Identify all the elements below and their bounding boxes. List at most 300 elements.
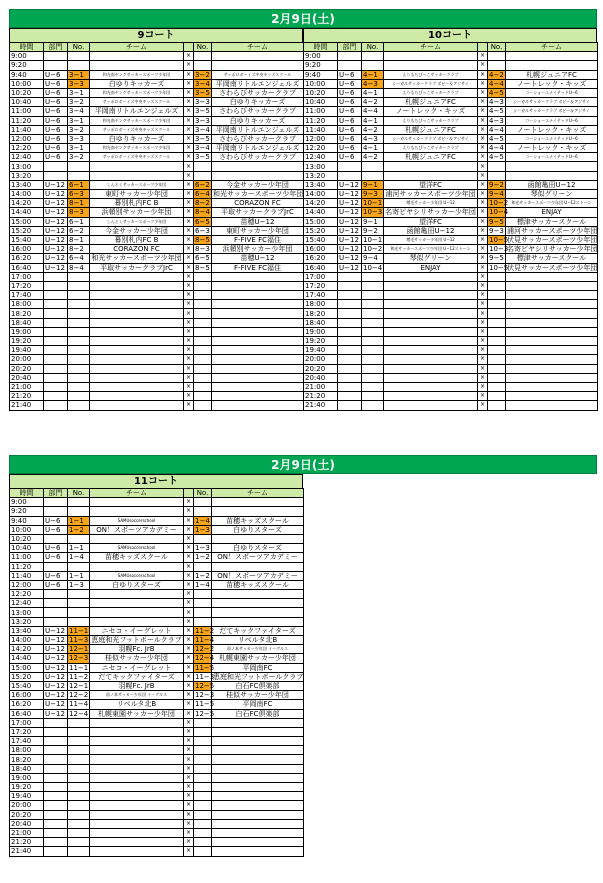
table-row <box>10 401 304 410</box>
away-team-cell: 平岡南リトルエンジェルズ <box>212 125 304 134</box>
versus-cell: × <box>184 272 194 281</box>
away-team-cell <box>212 309 304 318</box>
home-team-cell: 和光南ヤングサッカースポーツ少年団 <box>90 70 184 79</box>
away-number-cell <box>488 327 506 336</box>
time-cell: 16:40 <box>304 263 338 272</box>
table-row <box>10 599 304 608</box>
time-cell: 12:00 <box>304 134 338 143</box>
time-cell: 13:00 <box>10 162 44 171</box>
away-team-cell <box>212 355 304 364</box>
away-team-cell <box>212 847 304 856</box>
time-cell: 13:00 <box>10 608 44 617</box>
time-cell: 10:00 <box>10 525 44 534</box>
away-team-cell: 浦河サッカースポーツ少年団 <box>507 226 598 235</box>
away-number-cell: 11−3 <box>195 672 215 681</box>
time-cell: 9:00 <box>304 52 338 61</box>
versus-cell: × <box>184 764 194 773</box>
home-team-cell: 札幌ジュニアFC <box>384 153 478 162</box>
away-team-cell: 恵庭和光フットボールクラブ <box>213 672 304 681</box>
away-number-cell: 1−3 <box>195 525 210 534</box>
away-team-cell: 標津サッカースクール <box>506 254 598 263</box>
versus-cell: × <box>184 718 194 727</box>
versus-cell: × <box>478 382 488 391</box>
home-number-cell: 1−1 <box>68 516 90 525</box>
away-team-cell <box>506 355 598 364</box>
table-row <box>304 327 598 336</box>
division-cell: U−12 <box>338 226 362 235</box>
division-cell: U−12 <box>44 672 68 681</box>
table-row <box>304 235 598 244</box>
versus-cell: × <box>184 755 194 764</box>
away-team-cell <box>212 590 304 599</box>
time-cell: 14:00 <box>10 636 44 645</box>
away-number-cell <box>194 819 212 828</box>
away-number-cell <box>194 318 212 327</box>
home-team-cell: 和光南ヤングサッカースポーツ少年団 <box>90 88 184 97</box>
time-cell: 15:40 <box>304 235 338 244</box>
division-cell: U−12 <box>44 235 68 244</box>
away-number-cell <box>488 373 506 382</box>
away-number-cell <box>194 755 212 764</box>
away-team-cell: 琴似グリーン <box>506 190 598 199</box>
time-cell: 18:40 <box>10 764 44 773</box>
away-team-cell: 伏見サッカースポーツ少年団 <box>507 263 598 272</box>
time-cell: 13:40 <box>10 180 44 189</box>
home-number-cell: 6−1 <box>68 180 90 189</box>
home-number-cell: 9−2 <box>362 226 384 235</box>
time-cell: 21:20 <box>10 392 44 401</box>
time-cell: 10:20 <box>304 88 338 97</box>
home-number-cell: 10−1 <box>363 236 383 245</box>
table-row <box>10 144 304 153</box>
division-cell <box>338 309 362 318</box>
time-cell: 10:40 <box>10 98 44 107</box>
column-header: No. <box>362 43 384 52</box>
away-number-cell <box>194 498 212 507</box>
time-cell: 19:20 <box>10 783 44 792</box>
table-row <box>10 300 304 309</box>
versus-cell: × <box>478 364 488 373</box>
column-header: 部門 <box>44 489 68 498</box>
away-number-cell: 12−5 <box>195 682 215 691</box>
away-number-cell <box>488 392 506 401</box>
home-team-cell: SAMUsoccerschool <box>90 544 184 553</box>
away-number-cell <box>194 737 212 746</box>
away-team-cell: ノートレック・キッズ <box>506 144 598 153</box>
away-number-cell: 12−4 <box>195 654 215 663</box>
table-row <box>10 208 304 217</box>
home-number-cell: 11−3 <box>69 636 89 645</box>
away-number-cell: 1−3 <box>195 544 210 553</box>
away-number-cell <box>194 792 212 801</box>
home-team-cell: ENJAY <box>384 263 478 272</box>
division-cell: U−6 <box>44 116 68 125</box>
home-team-cell <box>384 291 478 300</box>
versus-cell: × <box>184 337 194 346</box>
time-cell: 17:00 <box>10 718 44 727</box>
division-cell: U−12 <box>338 180 362 189</box>
home-team-cell: しんとくサッカースポーツ少年団 <box>90 180 184 189</box>
home-number-cell: 1−2 <box>68 525 90 534</box>
table-row <box>304 272 598 281</box>
time-cell: 19:40 <box>10 346 44 355</box>
away-number-cell <box>194 162 212 171</box>
versus-cell: × <box>478 116 488 125</box>
versus-cell: × <box>184 562 194 571</box>
time-cell: 20:20 <box>304 364 338 373</box>
division-cell <box>44 291 68 300</box>
away-number-cell <box>194 171 212 180</box>
division-cell <box>338 318 362 327</box>
home-number-cell <box>362 171 384 180</box>
division-cell: U−6 <box>338 116 362 125</box>
away-team-cell: 留ノ本サッカー少年団 イーグルス <box>212 645 304 654</box>
division-cell <box>44 828 68 837</box>
versus-cell: × <box>184 199 194 208</box>
time-cell: 11:00 <box>304 107 338 116</box>
home-number-cell <box>362 318 384 327</box>
away-team-cell <box>212 272 304 281</box>
home-team-cell <box>90 608 184 617</box>
time-cell: 14:00 <box>10 190 44 199</box>
table-row <box>304 346 598 355</box>
versus-cell: × <box>184 346 194 355</box>
away-number-cell: 9−5 <box>489 217 504 226</box>
time-cell: 19:00 <box>10 327 44 336</box>
home-team-cell: ノートレック・キッズ <box>384 107 478 116</box>
division-cell <box>44 318 68 327</box>
away-number-cell: 4−3 <box>489 98 504 107</box>
division-cell <box>338 162 362 171</box>
away-team-cell <box>506 337 598 346</box>
home-number-cell: 12−4 <box>69 709 89 718</box>
versus-cell: × <box>184 392 194 401</box>
division-cell <box>338 401 362 410</box>
away-number-cell <box>194 746 212 755</box>
time-cell: 11:00 <box>10 107 44 116</box>
away-team-cell <box>506 382 598 391</box>
time-cell: 19:40 <box>304 346 338 355</box>
division-cell <box>338 373 362 382</box>
table-row <box>10 810 304 819</box>
versus-cell: × <box>478 318 488 327</box>
table-row <box>10 590 304 599</box>
versus-cell: × <box>478 327 488 336</box>
table-row <box>10 382 304 391</box>
home-number-cell <box>68 355 90 364</box>
home-team-cell <box>384 162 478 171</box>
home-team-cell <box>90 300 184 309</box>
away-team-cell: コーショーユナイテッドU−6 <box>506 134 598 143</box>
home-number-cell: 3−3 <box>68 79 90 88</box>
away-number-cell: 4−4 <box>489 144 504 153</box>
home-number-cell: 4−2 <box>362 125 384 134</box>
versus-cell: × <box>184 654 194 663</box>
home-number-cell <box>362 291 384 300</box>
division-cell <box>338 52 362 61</box>
division-cell: U−6 <box>44 98 68 107</box>
home-team-cell: ON！スポーツアカデミー <box>90 525 184 534</box>
time-cell: 19:00 <box>304 327 338 336</box>
away-team-cell <box>212 838 304 847</box>
away-team-cell: 浜頓別サッカー少年団 <box>212 245 304 254</box>
versus-cell: × <box>184 727 194 736</box>
column-header <box>184 489 194 498</box>
column-header <box>478 43 488 52</box>
division-cell <box>338 281 362 290</box>
time-cell: 15:00 <box>10 663 44 672</box>
division-cell: U−6 <box>338 70 362 79</box>
away-team-cell: ノートレック・キッズ <box>506 79 598 88</box>
time-cell: 12:40 <box>10 153 44 162</box>
division-cell <box>44 727 68 736</box>
home-number-cell <box>68 318 90 327</box>
away-number-cell: 3−4 <box>195 79 210 88</box>
home-team-cell <box>90 382 184 391</box>
home-team-cell <box>384 52 478 61</box>
versus-cell: × <box>478 226 488 235</box>
home-team-cell <box>90 507 184 516</box>
versus-cell: × <box>478 134 488 143</box>
home-team-cell: 和光南ヤングサッカースポーツ少年団 <box>90 144 184 153</box>
away-number-cell: 9−4 <box>489 190 504 199</box>
home-number-cell: 6−2 <box>68 226 90 235</box>
column-header: No. <box>194 489 212 498</box>
versus-cell: × <box>478 79 488 88</box>
home-team-cell: 幕別札内FC B <box>90 199 184 208</box>
time-cell: 18:40 <box>304 318 338 327</box>
away-team-cell: 和光サッカースポーツ少年団 <box>213 190 304 199</box>
away-number-cell <box>488 401 506 410</box>
versus-cell: × <box>478 392 488 401</box>
home-number-cell: 3−2 <box>68 98 90 107</box>
away-team-cell: だてキックファイターズ <box>212 626 304 635</box>
away-number-cell: 10−4 <box>489 208 509 217</box>
away-number-cell <box>194 337 212 346</box>
division-cell <box>44 737 68 746</box>
versus-cell: × <box>184 134 194 143</box>
date-banner-top: 2月9日(土) <box>9 9 597 28</box>
column-header <box>184 43 194 52</box>
away-team-cell: 今金サッカー少年団 <box>212 180 304 189</box>
table-row <box>10 636 304 645</box>
division-cell <box>44 401 68 410</box>
division-cell <box>338 346 362 355</box>
away-team-cell: さわらびサッカークラブ <box>212 107 304 116</box>
division-cell <box>44 498 68 507</box>
home-team-cell <box>90 617 184 626</box>
home-number-cell: 4−2 <box>362 98 384 107</box>
away-number-cell <box>488 364 506 373</box>
division-cell: U−12 <box>338 199 362 208</box>
versus-cell: × <box>184 355 194 364</box>
division-cell: U−12 <box>338 245 362 254</box>
table-row <box>10 691 304 700</box>
home-number-cell <box>68 327 90 336</box>
home-number-cell: 3−1 <box>68 116 90 125</box>
away-team-cell: 白ゆりキッカーズ <box>212 116 304 125</box>
away-number-cell: 4−4 <box>489 125 504 134</box>
away-number-cell <box>194 810 212 819</box>
division-cell: U−6 <box>44 144 68 153</box>
versus-cell: × <box>184 153 194 162</box>
home-number-cell: 11−2 <box>69 672 89 681</box>
home-number-cell <box>68 534 90 543</box>
away-team-cell <box>212 737 304 746</box>
away-team-cell <box>212 373 304 382</box>
table-row <box>10 291 304 300</box>
home-number-cell: 3−4 <box>68 107 90 116</box>
home-team-cell <box>90 291 184 300</box>
away-number-cell <box>194 828 212 837</box>
home-team-cell: しんとくサッカースポーツ少年団 <box>90 217 184 226</box>
table-row <box>10 498 304 507</box>
court-10-schedule <box>303 28 597 411</box>
time-cell: 10:40 <box>10 544 44 553</box>
time-cell: 19:20 <box>304 337 338 346</box>
home-number-cell <box>68 755 90 764</box>
division-cell <box>44 801 68 810</box>
table-row <box>304 401 598 410</box>
time-cell: 14:20 <box>304 199 338 208</box>
home-team-cell <box>384 337 478 346</box>
time-cell: 18:20 <box>10 755 44 764</box>
time-cell: 12:20 <box>10 144 44 153</box>
table-row <box>304 355 598 364</box>
home-team-cell <box>384 281 478 290</box>
time-cell: 17:20 <box>10 281 44 290</box>
versus-cell: × <box>184 516 194 525</box>
away-team-cell <box>212 401 304 410</box>
versus-cell: × <box>478 61 488 70</box>
table-row <box>304 153 598 162</box>
home-team-cell <box>384 401 478 410</box>
versus-cell: × <box>478 235 488 244</box>
away-number-cell <box>488 291 506 300</box>
versus-cell: × <box>478 309 488 318</box>
away-number-cell <box>194 272 212 281</box>
table-row <box>304 254 598 263</box>
versus-cell: × <box>184 300 194 309</box>
away-number-cell <box>488 281 506 290</box>
home-number-cell <box>362 382 384 391</box>
versus-cell: × <box>184 737 194 746</box>
division-cell <box>44 61 68 70</box>
header-row <box>304 43 598 52</box>
table-row <box>10 116 304 125</box>
versus-cell: × <box>184 88 194 97</box>
table-row <box>10 79 304 88</box>
versus-cell: × <box>478 245 488 254</box>
division-cell: U−6 <box>338 144 362 153</box>
versus-cell: × <box>184 107 194 116</box>
column-header: 時間 <box>10 43 44 52</box>
time-cell: 11:40 <box>304 125 338 134</box>
division-cell <box>44 590 68 599</box>
away-team-cell <box>212 783 304 792</box>
division-cell: U−6 <box>338 79 362 88</box>
away-number-cell <box>488 300 506 309</box>
away-team-cell <box>506 364 598 373</box>
home-number-cell <box>68 364 90 373</box>
table-row <box>10 199 304 208</box>
home-team-cell <box>90 355 184 364</box>
home-team-cell <box>90 764 184 773</box>
table-row <box>10 309 304 318</box>
division-cell <box>338 272 362 281</box>
versus-cell: × <box>184 700 194 709</box>
time-cell: 21:00 <box>304 382 338 391</box>
away-number-cell: 11−4 <box>195 636 215 645</box>
home-team-cell: 函館亀田U−12 <box>384 226 478 235</box>
home-number-cell <box>362 309 384 318</box>
home-number-cell <box>362 355 384 364</box>
time-cell: 15:00 <box>10 217 44 226</box>
versus-cell: × <box>478 337 488 346</box>
away-number-cell <box>194 773 212 782</box>
away-number-cell <box>194 847 212 856</box>
home-number-cell: 11−4 <box>69 700 89 709</box>
time-cell: 12:20 <box>10 590 44 599</box>
away-team-cell <box>212 364 304 373</box>
column-header: チーム <box>90 43 184 52</box>
home-number-cell <box>68 801 90 810</box>
table-row <box>10 672 304 681</box>
away-number-cell: 8−3 <box>195 245 210 254</box>
table-row <box>10 88 304 97</box>
table-row <box>304 125 598 134</box>
home-number-cell <box>362 61 384 70</box>
division-cell <box>44 838 68 847</box>
home-number-cell <box>68 52 90 61</box>
division-cell <box>44 599 68 608</box>
home-team-cell: ニセコ・イーグレット <box>90 663 184 672</box>
versus-cell: × <box>184 599 194 608</box>
division-cell <box>338 364 362 373</box>
away-team-cell <box>212 52 304 61</box>
away-number-cell: 11−5 <box>195 663 215 672</box>
versus-cell: × <box>184 672 194 681</box>
away-number-cell: 4−5 <box>489 107 504 116</box>
table-row <box>10 617 304 626</box>
division-cell <box>44 281 68 290</box>
away-team-cell: サッポロボーイズ中央キッズスクール <box>212 70 304 79</box>
versus-cell: × <box>184 636 194 645</box>
division-cell: U−12 <box>44 180 68 189</box>
time-cell: 11:40 <box>10 125 44 134</box>
away-team-cell: 苗穂キッズスクール <box>212 516 304 525</box>
table-row <box>10 171 304 180</box>
table-row <box>304 144 598 153</box>
versus-cell: × <box>184 263 194 272</box>
table-row <box>10 98 304 107</box>
table-row <box>10 507 304 516</box>
versus-cell: × <box>184 810 194 819</box>
division-cell: U−12 <box>44 654 68 663</box>
table-row <box>10 52 304 61</box>
away-number-cell: 10−5 <box>489 236 509 245</box>
home-number-cell: 4−3 <box>362 79 384 88</box>
column-header: チーム <box>506 43 598 52</box>
time-cell: 20:40 <box>10 373 44 382</box>
column-header: No. <box>68 489 90 498</box>
column-header: 時間 <box>304 43 338 52</box>
time-cell: 9:40 <box>304 70 338 79</box>
table-row <box>304 116 598 125</box>
court-9-schedule <box>9 28 303 411</box>
time-cell: 19:20 <box>10 337 44 346</box>
away-number-cell <box>194 61 212 70</box>
